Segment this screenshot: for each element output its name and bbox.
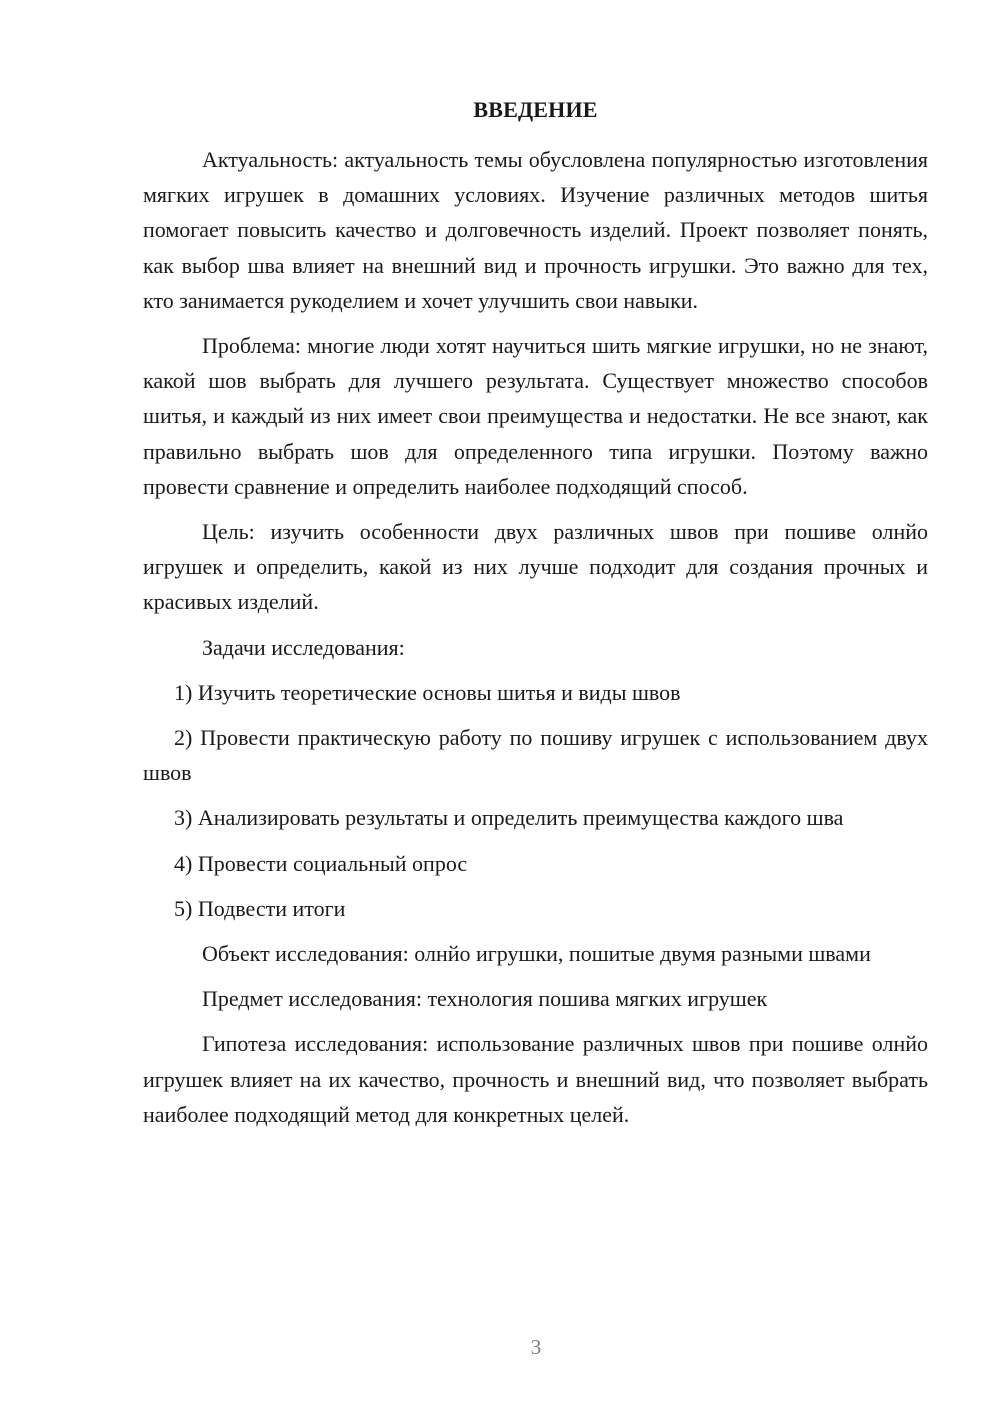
page-title: ВВЕДЕНИЕ [473, 97, 598, 122]
tasks-heading: Задачи исследования: [202, 634, 405, 660]
task-item-2: 2) Провести практическую работу по пошиву игрушек с использованием двух швов [143, 725, 928, 786]
paragraph-goal: Цель: изучить особенности двух различных швов при пошиве олнйо игрушек и определить, какой из них лучше подходит для создания прочных и красивых изделий. [143, 519, 928, 615]
paragraph-hypothesis: Гипотеза исследования: использование различных швов при пошиве олнйо игрушек влияет на их качество, прочность и внешний вид, что позволяет выбрать наиболее подходящий метод для конкретных целей. [143, 1031, 928, 1127]
paragraph-object: Объект исследования: олнйо игрушки, пошитые двумя разными швами [202, 941, 871, 967]
task-item-3: 3) Анализировать результаты и определить преимущества каждого шва [174, 805, 844, 831]
document-page [143, 92, 928, 1142]
task-item-1: 1) Изучить теоретические основы шитья и виды швов [174, 679, 681, 705]
paragraph-relevance: Актуальность: актуальность темы обусловлена популярностью изготовления мягких игрушек в домашних условиях. Изучение различных методов шитья помогает повысить качество и долговечность изделий. Проект позволяет понять, как выбор шва влияет на внешний вид и прочность игрушки. Это важно для тех, кто занимается рукоделием и хочет улучшить свои навыки. [143, 147, 928, 313]
page-number: 3 [530, 1335, 542, 1359]
paragraph-problem: Проблема: многие люди хотят научиться шить мягкие игрушки, но не знают, какой шов выбрать для лучшего результата. Существует множество способов шитья, и каждый из них имеет свои преимущества и недостатки. Не все знают, как правильно выбрать шов для определенного типа игрушки. Поэтому важно провести сравнение и определить наиболее подходящий способ. [143, 333, 928, 499]
paragraph-subject: Предмет исследования: технология пошива мягких игрушек [202, 986, 768, 1012]
task-item-4: 4) Провести социальный опрос [174, 850, 468, 876]
task-item-5: 5) Подвести итоги [174, 895, 346, 921]
